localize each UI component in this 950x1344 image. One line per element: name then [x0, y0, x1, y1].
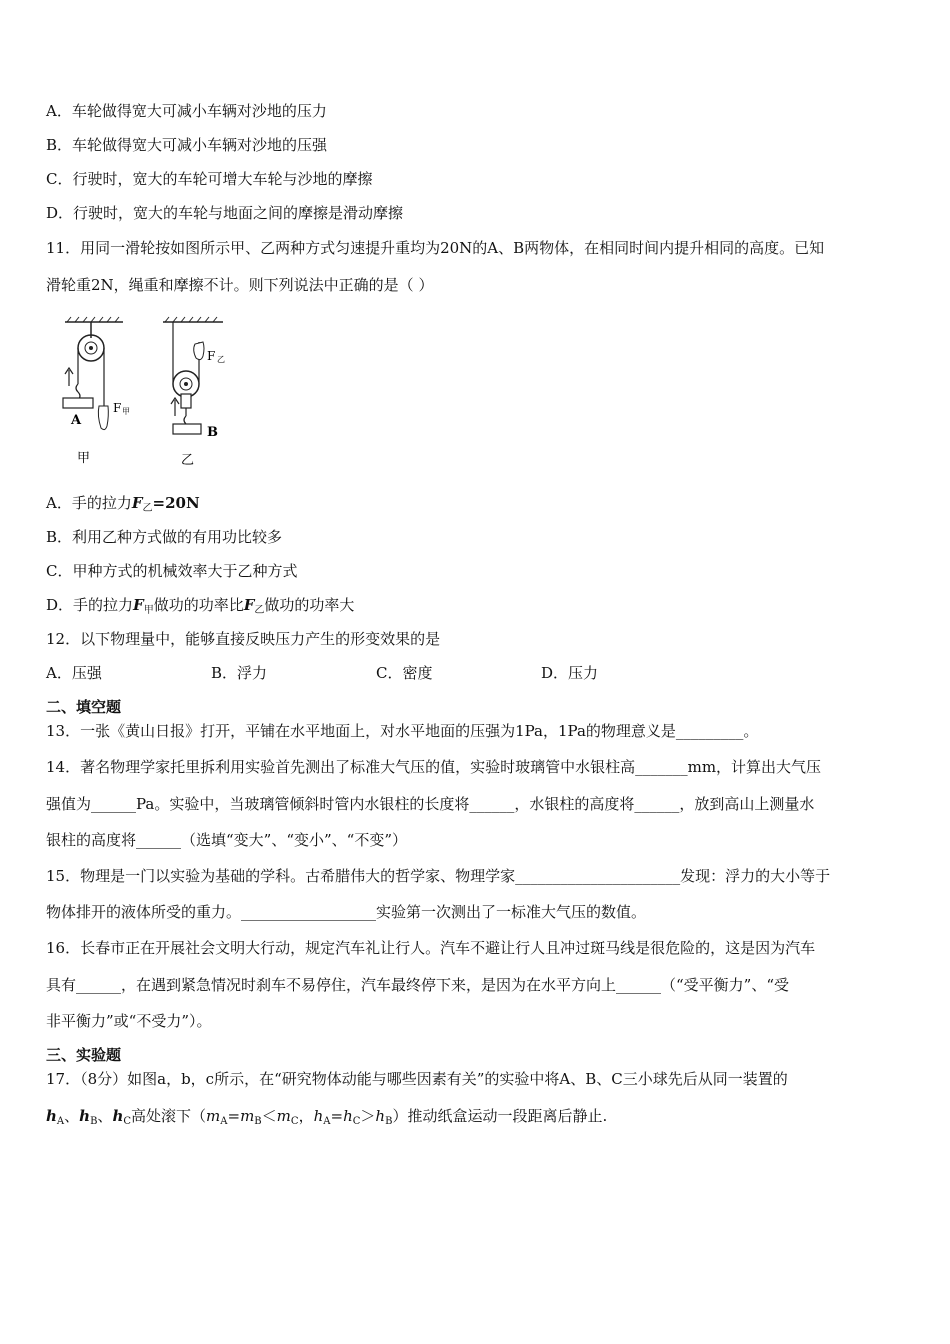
label-f1-sub: 甲: [122, 407, 130, 416]
q10-option-d: D．行驶时，宽大的车轮与地面之间的摩擦是滑动摩擦: [46, 204, 404, 222]
q12-options: [46, 663, 598, 683]
q13: 13．一张《黄山日报》打开，平铺在水平地面上，对水平地面的压强为1Pa，1Pa的物理意义是_________。: [46, 722, 759, 740]
q14-line2: 强值为______Pa。实验中，当玻璃管倾斜时管内水银柱的长度将______，水银柱的高度将______，放到高山上测量水: [46, 795, 815, 813]
label-f2: F: [207, 349, 216, 363]
q11-option-b: B．利用乙种方式做的有用功比较多: [46, 528, 283, 546]
q14-line1: 14．著名物理学家托里拆利用实验首先测出了标准大气压的值，实验时玻璃管中水银柱高_______mm，计算出大气压: [46, 758, 822, 776]
q16-line1: 16．长春市正在开展社会文明大行动，规定汽车礼让行人。汽车不避让行人且冲过斑马线是很危险的，这是因为汽车: [46, 939, 816, 957]
caption-right: 乙: [181, 453, 195, 468]
q15-line2: 物体排开的液体所受的重力。__________________实验第一次测出了一标准大气压的数值。: [46, 903, 647, 921]
label-a: A: [71, 413, 82, 428]
label-f2-sub: 乙: [217, 355, 225, 364]
q12-option-b: B．浮力: [211, 664, 268, 682]
q16-line3: 非平衡力”或“不受力”）。: [46, 1012, 212, 1030]
q12-option-c: C．密度: [376, 664, 433, 682]
section-fill-in: 二、填空题: [46, 698, 122, 716]
q12-option-a: A．压强: [46, 664, 102, 682]
label-f1: F: [113, 401, 122, 415]
q12-stem: 12．以下物理量中，能够直接反映压力产生的形变效果的是: [46, 630, 441, 648]
q11-option-a: A．手的拉力$F_乙=20N$: [46, 494, 200, 514]
q11-option-d: D．手的拉力$F_甲$做功的功率比$F_乙$做功的功率大: [46, 596, 355, 616]
q16-line2: 具有______，在遇到紧急情况时刹车不易停住，汽车最终停下来，是因为在水平方向上______（“受平衡力”、“受: [46, 976, 790, 994]
q11-stem-line2: 滑轮重2N，绳重和摩擦不计。则下列说法中正确的是（ ）: [46, 276, 434, 294]
q12-option-d: D．压力: [541, 664, 599, 682]
pulley-diagram: [55, 312, 255, 477]
q17-line2: $h_A$、$h_B$、$h_C$高处滚下（$m_A=m_B<m_C$，$h_A=h_C>h_B$）推动纸盒运动一段距离后静止.: [46, 1107, 608, 1127]
q10-option-a: A．车轮做得宽大可减小车辆对沙地的压力: [46, 102, 327, 120]
caption-left: 甲: [77, 451, 91, 466]
section-experiment: 三、实验题: [46, 1046, 122, 1064]
q14-line3: 银柱的高度将______（选填“变大”、“变小”、“不变”）: [46, 831, 408, 849]
q11-stem-line1: 11．用同一滑轮按如图所示甲、乙两种方式匀速提升重均为20N的A、B两物体，在相同时间内提升相同的高度。已知: [46, 239, 825, 257]
q15-line1: 15．物理是一门以实验为基础的学科。古希腊伟大的哲学家、物理学家______________________发现：浮力的大小等于: [46, 867, 831, 885]
q11-option-c: C．甲种方式的机械效率大于乙种方式: [46, 562, 298, 580]
label-b: B: [207, 425, 218, 440]
q10-option-b: B．车轮做得宽大可减小车辆对沙地的压强: [46, 136, 328, 154]
q17-line1: 17．（8分）如图a，b，c所示，在“研究物体动能与哪些因素有关”的实验中将A、B、C三小球先后从同一装置的: [46, 1070, 788, 1088]
q10-option-c: C．行驶时，宽大的车轮可增大车轮与沙地的摩擦: [46, 170, 373, 188]
pulley-figure: [55, 312, 255, 477]
